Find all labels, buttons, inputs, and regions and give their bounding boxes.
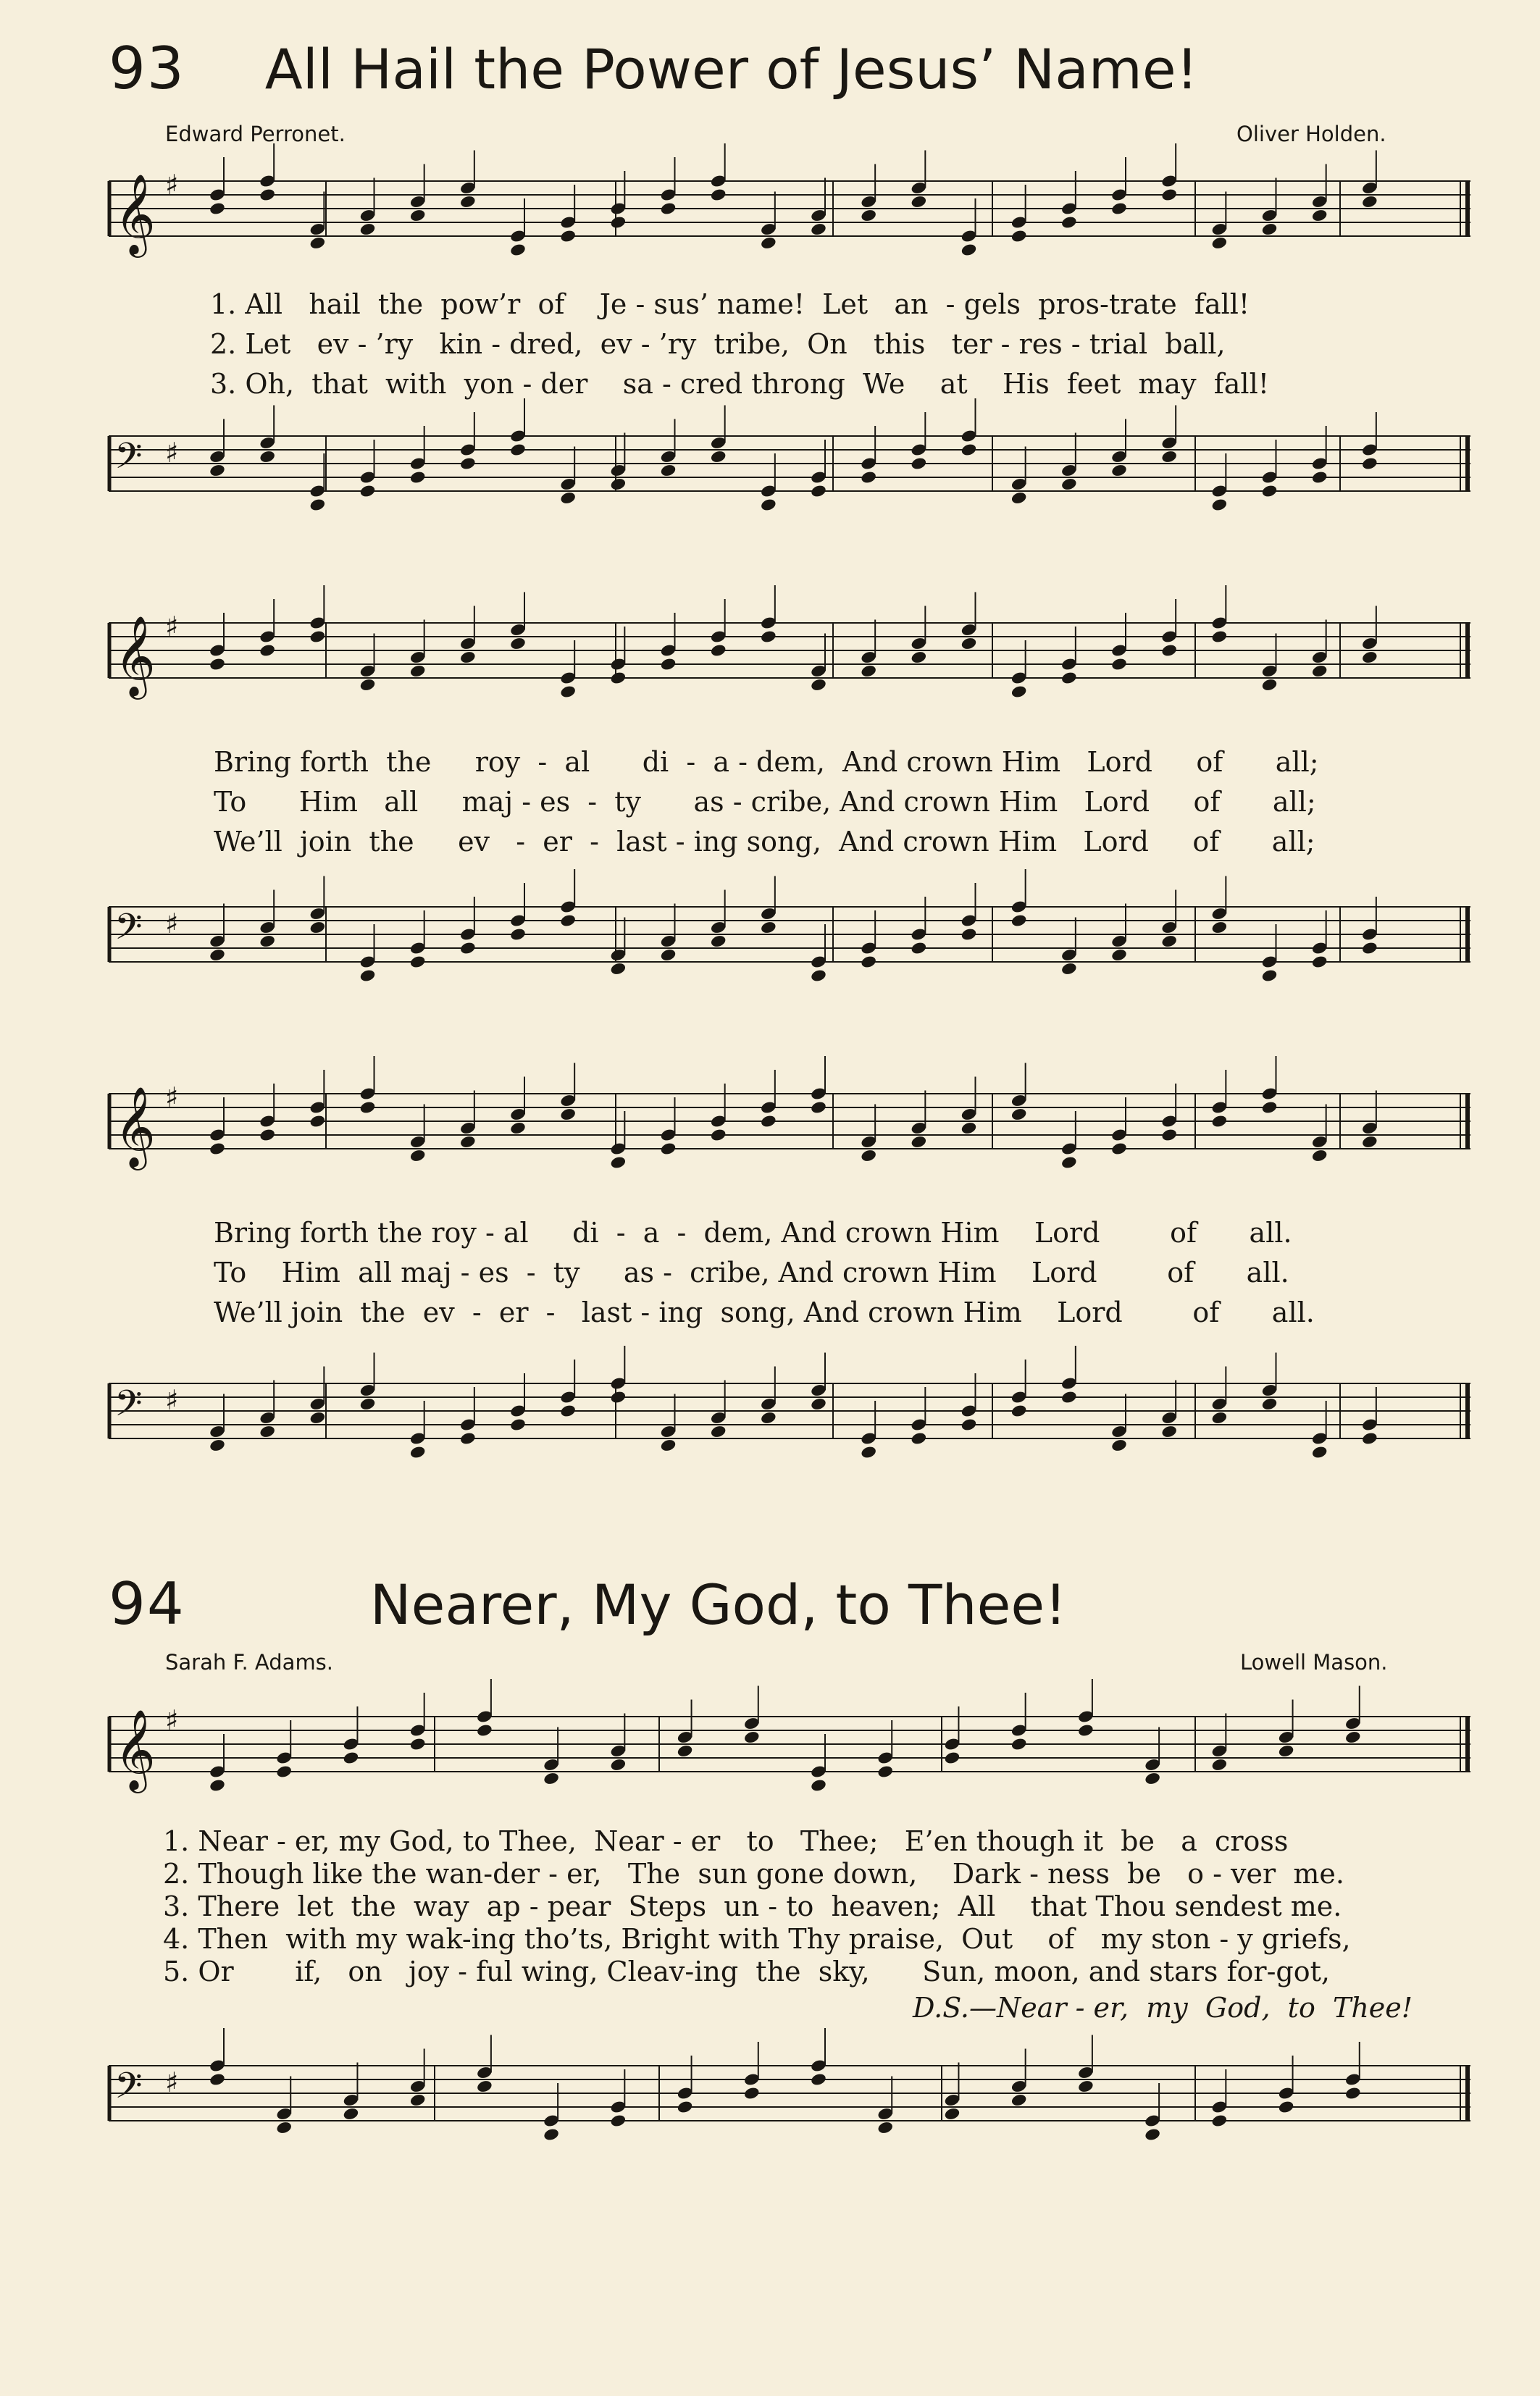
treble-clef-icon: 𝄞	[114, 173, 156, 254]
noteheads	[209, 869, 1378, 983]
sharp-icon: ♯	[165, 437, 179, 469]
lyric-verse-1: 1. Near - er, my God, to Thee, Near - er to Thee; E’en though it be a cross	[163, 1825, 1289, 1857]
hymn-title: Nearer, My God, to Thee!	[369, 1572, 1067, 1637]
sharp-icon: ♯	[165, 1704, 179, 1736]
treble-staff	[109, 169, 1470, 254]
sharp-icon: ♯	[165, 908, 179, 939]
treble-staff	[109, 611, 1470, 696]
lyric-verse-1: 1. All hail the pow’r of Je - sus’ name! Let an - gels pros-trate fall!	[210, 288, 1250, 320]
bass-staff	[109, 435, 1470, 504]
staff-lines	[109, 2065, 1470, 2121]
noteheads	[209, 398, 1378, 512]
sharp-icon: ♯	[165, 1384, 179, 1416]
noteheads	[209, 585, 1378, 699]
treble-clef-icon: 𝄞	[114, 1086, 156, 1167]
lyricist-credit: Sarah F. Adams.	[165, 1650, 334, 1675]
staff-lines	[109, 435, 1470, 491]
hymn-93-header	[109, 35, 1198, 102]
lyric-verse-3: We’ll join the ev - er - last - ing song, And crown Him Lord of all;	[214, 826, 1315, 858]
bass-staff	[109, 2064, 1470, 2134]
lyric-verse-4: 4. Then with my wak-ing tho’ts, Bright with Thy praise, Out of my ston - y griefs,	[163, 1923, 1351, 1955]
hymn-title: All Hail the Power of Jesus’ Name!	[264, 37, 1199, 101]
noteheads	[209, 2028, 1361, 2142]
bass-clef-icon: 𝄢	[114, 435, 143, 486]
hymn-number: 94	[109, 1570, 185, 1638]
treble-clef-icon: 𝄞	[114, 1709, 156, 1790]
noteheads	[209, 1346, 1378, 1459]
sharp-icon: ♯	[165, 2066, 179, 2098]
lyricist-credit: Edward Perronet.	[165, 122, 346, 146]
bass-staff	[109, 905, 1470, 975]
noteheads	[209, 1679, 1361, 1793]
lyric-verse-5: 5. Or if, on joy - ful wing, Cleav-ing the sky, Sun, moon, and stars for-got,	[163, 1956, 1330, 1987]
noteheads	[209, 1056, 1378, 1170]
hymn-94-header	[109, 1570, 1067, 1638]
staff-lines	[109, 1704, 1470, 1793]
treble-staff	[109, 1081, 1470, 1167]
bass-clef-icon: 𝄢	[114, 2065, 143, 2116]
lyric-verse-3: 3. Oh, that with yon - der sa - cred throng We at His feet may fall!	[210, 368, 1269, 400]
sharp-icon: ♯	[165, 611, 179, 642]
bass-clef-icon: 𝄢	[114, 906, 143, 957]
lyric-verse-2: 2. Let ev - ’ry kin - dred, ev - ’ry tribe, On this ter - res - trial ball,	[210, 328, 1226, 360]
sharp-icon: ♯	[165, 1081, 179, 1113]
bass-clef-icon: 𝄢	[114, 1383, 143, 1433]
lyric-verse-1: Bring forth the roy - al di - a - dem, And crown Him Lord of all.	[214, 1217, 1292, 1249]
composer-credit: Oliver Holden.	[1236, 122, 1386, 146]
lyric-verse-3: We’ll join the ev - er - last - ing song, And crown Him Lord of all.	[214, 1297, 1315, 1328]
noteheads	[209, 143, 1378, 257]
lyric-verse-3: 3. There let the way ap - pear Steps un - to heaven; All that Thou sendest me.	[163, 1890, 1342, 1922]
lyric-verse-2: To Him all maj - es - ty as - cribe, And crown Him Lord of all.	[214, 1257, 1289, 1289]
da-segno-line: D.S.—Near - er, my God, to Thee!	[913, 1992, 1413, 2024]
treble-clef-icon: 𝄞	[114, 615, 156, 696]
lyric-verse-2: To Him all maj - es - ty as - cribe, And crown Him Lord of all;	[214, 786, 1316, 818]
hymn-number: 93	[109, 35, 185, 102]
treble-staff	[109, 1704, 1470, 1790]
bass-staff	[109, 1382, 1470, 1452]
sharp-icon: ♯	[165, 169, 179, 201]
lyric-verse-2: 2. Though like the wan-der - er, The sun gone down, Dark - ness be o - ver me.	[163, 1858, 1344, 1890]
lyric-verse-1: Bring forth the roy - al di - a - dem, And crown Him Lord of all;	[214, 746, 1319, 778]
composer-credit: Lowell Mason.	[1240, 1650, 1388, 1675]
